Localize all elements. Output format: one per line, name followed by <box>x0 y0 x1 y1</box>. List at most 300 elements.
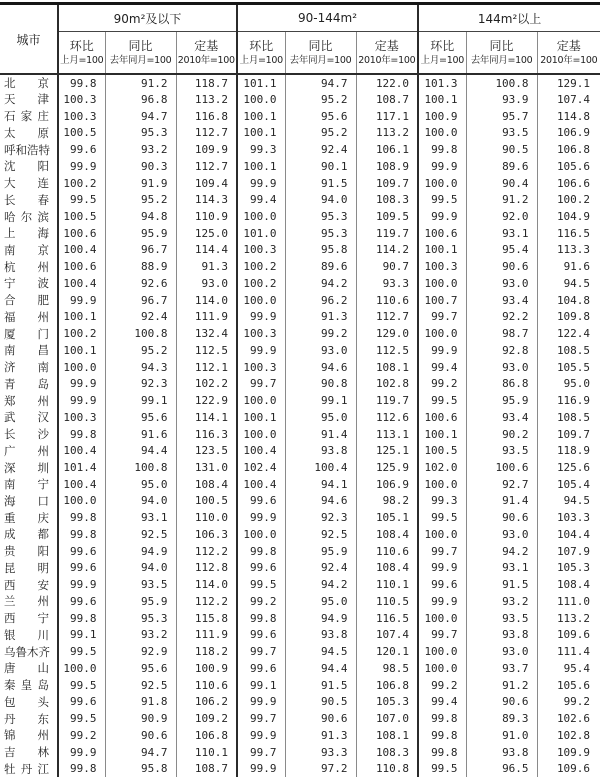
city-cell: 沈阳 <box>0 158 58 175</box>
value-cell: 99.8 <box>418 141 466 158</box>
value-cell: 91.3 <box>176 258 237 275</box>
value-cell: 95.9 <box>105 593 176 610</box>
value-cell: 107.4 <box>556 92 591 106</box>
value-cell: 93.1 <box>466 225 537 242</box>
value-cell: 106.8 <box>176 727 237 744</box>
value-cell: 100.1 <box>58 309 105 326</box>
table-row <box>0 392 600 409</box>
value-cell: 102.4 <box>237 459 285 476</box>
value-cell: 95.0 <box>105 476 176 493</box>
value-cell: 93.8 <box>466 627 537 644</box>
subheader-mom-3: 环比 上月=100 <box>418 32 466 75</box>
value-cell: 93.0 <box>466 275 537 292</box>
value-cell: 99.8 <box>58 426 105 443</box>
table-row <box>0 158 600 175</box>
value-cell: 109.6 <box>556 762 591 776</box>
value-cell: 106.8 <box>356 677 418 694</box>
value-cell: 99.8 <box>58 760 105 777</box>
city-cell: 呼和浩特 <box>0 141 58 158</box>
city-cell: 北京 <box>0 74 58 91</box>
table-row <box>0 526 600 543</box>
price-index-table <box>0 2 600 777</box>
city-cell: 秦皇岛 <box>0 677 58 694</box>
value-cell: 100.6 <box>466 459 537 476</box>
value-cell: 93.0 <box>466 526 537 543</box>
table-row <box>0 459 600 476</box>
table-row <box>0 727 600 744</box>
value-cell: 107.4 <box>356 627 418 644</box>
table-row <box>0 258 600 275</box>
value-cell: 125.1 <box>356 442 418 459</box>
value-cell: 100.0 <box>237 426 285 443</box>
table-row <box>0 375 600 392</box>
value-cell: 108.9 <box>356 158 418 175</box>
value-cell: 96.7 <box>105 292 176 309</box>
value-cell: 91.8 <box>105 693 176 710</box>
value-cell: 99.5 <box>58 710 105 727</box>
value-cell: 108.4 <box>356 526 418 543</box>
value-cell: 99.8 <box>58 610 105 627</box>
city-cell: 深圳 <box>0 459 58 476</box>
value-cell: 100.0 <box>237 292 285 309</box>
value-cell: 96.5 <box>466 760 537 777</box>
value-cell: 92.5 <box>105 526 176 543</box>
value-cell: 118.9 <box>556 444 591 458</box>
value-cell: 111.4 <box>556 645 591 659</box>
value-cell: 109.5 <box>356 208 418 225</box>
value-cell: 100.0 <box>237 208 285 225</box>
table-header <box>0 4 600 75</box>
value-cell: 96.2 <box>285 292 356 309</box>
value-cell: 95.2 <box>285 91 356 108</box>
table-row <box>0 225 600 242</box>
city-cell: 石家庄 <box>0 108 58 125</box>
table-row <box>0 108 600 125</box>
value-cell: 100.0 <box>418 476 466 493</box>
value-cell: 93.5 <box>466 124 537 141</box>
value-cell: 92.4 <box>105 309 176 326</box>
value-cell: 123.5 <box>176 442 237 459</box>
value-cell: 100.2 <box>237 275 285 292</box>
city-cell: 唐山 <box>0 660 58 677</box>
value-cell: 99.6 <box>237 560 285 577</box>
value-cell: 112.1 <box>176 359 237 376</box>
value-cell: 110.6 <box>356 543 418 560</box>
value-cell: 120.1 <box>356 643 418 660</box>
value-cell: 94.2 <box>466 543 537 560</box>
value-cell: 95.2 <box>105 191 176 208</box>
value-cell: 95.0 <box>285 593 356 610</box>
table-row <box>0 124 600 141</box>
value-cell: 105.1 <box>356 509 418 526</box>
value-cell: 95.8 <box>105 760 176 777</box>
value-cell: 113.2 <box>356 124 418 141</box>
table-row <box>0 710 600 727</box>
table-row <box>0 643 600 660</box>
value-cell: 93.8 <box>285 442 356 459</box>
value-cell: 100.0 <box>237 91 285 108</box>
value-cell: 90.8 <box>285 375 356 392</box>
value-cell: 100.5 <box>418 442 466 459</box>
table-row <box>0 660 600 677</box>
value-cell: 99.8 <box>418 727 466 744</box>
table-row <box>0 576 600 593</box>
value-cell: 99.9 <box>418 158 466 175</box>
value-cell: 99.6 <box>58 141 105 158</box>
value-cell: 99.7 <box>237 744 285 761</box>
value-cell: 92.0 <box>466 208 537 225</box>
value-cell: 116.5 <box>556 226 591 240</box>
city-cell: 郑州 <box>0 392 58 409</box>
value-cell: 94.2 <box>285 576 356 593</box>
value-cell: 110.9 <box>176 208 237 225</box>
value-cell: 90.2 <box>466 426 537 443</box>
value-cell: 101.4 <box>58 459 105 476</box>
value-cell: 99.7 <box>418 309 466 326</box>
value-cell: 90.9 <box>105 710 176 727</box>
value-cell: 106.6 <box>556 176 591 190</box>
table-row <box>0 309 600 326</box>
value-cell: 90.4 <box>466 175 537 192</box>
value-cell: 99.6 <box>237 493 285 510</box>
city-cell: 大连 <box>0 175 58 192</box>
value-cell: 99.1 <box>237 677 285 694</box>
value-cell: 99.7 <box>237 710 285 727</box>
value-cell: 99.8 <box>418 710 466 727</box>
value-cell: 110.6 <box>176 677 237 694</box>
value-cell: 131.0 <box>176 459 237 476</box>
value-cell: 90.5 <box>285 693 356 710</box>
value-cell: 94.5 <box>285 643 356 660</box>
value-cell: 91.2 <box>466 677 537 694</box>
table-row <box>0 627 600 644</box>
value-cell: 106.9 <box>556 126 591 140</box>
value-cell: 93.0 <box>285 342 356 359</box>
value-cell: 90.5 <box>466 141 537 158</box>
table-row <box>0 141 600 158</box>
value-cell: 109.4 <box>176 175 237 192</box>
value-cell: 100.1 <box>418 242 466 259</box>
city-cell: 太原 <box>0 124 58 141</box>
table-row <box>0 325 600 342</box>
value-cell: 129.0 <box>356 325 418 342</box>
value-cell: 94.9 <box>285 610 356 627</box>
value-cell: 91.5 <box>285 175 356 192</box>
value-cell: 95.4 <box>563 661 591 675</box>
value-cell: 99.1 <box>58 627 105 644</box>
value-cell: 103.3 <box>556 511 591 525</box>
value-cell: 108.1 <box>356 359 418 376</box>
value-cell: 95.2 <box>285 124 356 141</box>
city-cell: 海口 <box>0 493 58 510</box>
value-cell: 99.7 <box>418 627 466 644</box>
value-cell: 100.3 <box>418 258 466 275</box>
value-cell: 99.3 <box>237 141 285 158</box>
value-cell: 108.3 <box>356 191 418 208</box>
value-cell: 93.2 <box>466 593 537 610</box>
value-cell: 100.4 <box>58 442 105 459</box>
table-row <box>0 409 600 426</box>
value-cell: 100.0 <box>418 275 466 292</box>
value-cell: 100.0 <box>418 124 466 141</box>
value-cell: 108.7 <box>356 91 418 108</box>
value-cell: 99.6 <box>58 560 105 577</box>
value-cell: 100.4 <box>58 476 105 493</box>
value-cell: 98.7 <box>466 325 537 342</box>
value-cell: 112.7 <box>176 124 237 141</box>
value-cell: 92.7 <box>466 476 537 493</box>
group-header-90-below: 90m²及以下 <box>58 4 237 32</box>
value-cell: 95.9 <box>285 543 356 560</box>
value-cell: 98.5 <box>356 660 418 677</box>
value-cell: 110.1 <box>356 576 418 593</box>
value-cell: 112.5 <box>356 342 418 359</box>
value-cell: 92.5 <box>105 677 176 694</box>
value-cell: 108.3 <box>356 744 418 761</box>
city-cell: 昆明 <box>0 560 58 577</box>
value-cell: 100.6 <box>58 258 105 275</box>
table-row <box>0 242 600 259</box>
value-cell: 95.8 <box>285 242 356 259</box>
value-cell: 109.7 <box>356 175 418 192</box>
value-cell: 99.9 <box>58 292 105 309</box>
table-row <box>0 208 600 225</box>
value-cell: 113.2 <box>556 611 591 625</box>
value-cell: 100.0 <box>237 526 285 543</box>
value-cell: 106.2 <box>176 693 237 710</box>
value-cell: 106.9 <box>356 476 418 493</box>
value-cell: 97.2 <box>285 760 356 777</box>
value-cell: 100.3 <box>237 359 285 376</box>
value-cell: 105.3 <box>556 561 591 575</box>
city-cell: 天津 <box>0 91 58 108</box>
value-cell: 122.4 <box>556 327 591 341</box>
value-cell: 100.4 <box>237 442 285 459</box>
value-cell: 94.7 <box>105 108 176 125</box>
value-cell: 99.5 <box>237 576 285 593</box>
value-cell: 95.9 <box>466 392 537 409</box>
value-cell: 112.2 <box>176 543 237 560</box>
value-cell: 114.8 <box>556 109 591 123</box>
value-cell: 93.2 <box>105 141 176 158</box>
table-row <box>0 744 600 761</box>
value-cell: 100.5 <box>58 208 105 225</box>
city-cell: 哈尔滨 <box>0 208 58 225</box>
value-cell: 100.6 <box>418 409 466 426</box>
value-cell: 91.4 <box>466 493 537 510</box>
city-cell: 杭州 <box>0 258 58 275</box>
value-cell: 108.5 <box>556 343 591 357</box>
value-cell: 91.4 <box>285 426 356 443</box>
value-cell: 100.3 <box>58 108 105 125</box>
value-cell: 125.9 <box>356 459 418 476</box>
value-cell: 99.5 <box>58 191 105 208</box>
value-cell: 99.9 <box>237 509 285 526</box>
value-cell: 94.0 <box>285 191 356 208</box>
value-cell: 94.5 <box>563 276 591 290</box>
value-cell: 99.7 <box>237 375 285 392</box>
value-cell: 90.7 <box>356 258 418 275</box>
value-cell: 89.3 <box>466 710 537 727</box>
value-cell: 113.2 <box>176 91 237 108</box>
value-cell: 94.4 <box>285 660 356 677</box>
value-cell: 90.6 <box>105 727 176 744</box>
value-cell: 100.3 <box>237 325 285 342</box>
value-cell: 102.0 <box>418 459 466 476</box>
table-row <box>0 191 600 208</box>
value-cell: 114.0 <box>176 292 237 309</box>
value-cell: 100.4 <box>237 476 285 493</box>
value-cell: 100.0 <box>58 493 105 510</box>
value-cell: 93.3 <box>356 275 418 292</box>
value-cell: 100.1 <box>237 158 285 175</box>
subheader-fixed-base-1: 定基 2010年=100 <box>176 32 237 75</box>
subheader-yoy-1: 同比 去年同月=100 <box>105 32 176 75</box>
value-cell: 100.9 <box>418 108 466 125</box>
value-cell: 109.6 <box>556 628 591 642</box>
value-cell: 100.8 <box>466 74 537 91</box>
subheader-yoy-3: 同比 去年同月=100 <box>466 32 537 75</box>
value-cell: 118.7 <box>176 74 237 91</box>
value-cell: 92.4 <box>285 141 356 158</box>
table-row <box>0 610 600 627</box>
value-cell: 122.0 <box>356 74 418 91</box>
city-cell: 贵阳 <box>0 543 58 560</box>
value-cell: 105.3 <box>356 693 418 710</box>
city-cell: 重庆 <box>0 509 58 526</box>
value-cell: 100.0 <box>418 325 466 342</box>
value-cell: 100.8 <box>105 459 176 476</box>
value-cell: 109.9 <box>556 745 591 759</box>
table-row <box>0 359 600 376</box>
value-cell: 93.9 <box>466 91 537 108</box>
table-row <box>0 593 600 610</box>
city-cell: 武汉 <box>0 409 58 426</box>
value-cell: 92.8 <box>466 342 537 359</box>
value-cell: 100.4 <box>58 275 105 292</box>
value-cell: 94.3 <box>105 359 176 376</box>
city-cell: 南宁 <box>0 476 58 493</box>
city-cell: 乌鲁木齐 <box>0 643 58 660</box>
value-cell: 99.4 <box>418 693 466 710</box>
value-cell: 91.5 <box>285 677 356 694</box>
value-cell: 91.2 <box>466 191 537 208</box>
value-cell: 106.1 <box>356 141 418 158</box>
value-cell: 99.8 <box>237 610 285 627</box>
value-cell: 94.8 <box>105 208 176 225</box>
value-cell: 99.9 <box>237 309 285 326</box>
value-cell: 94.4 <box>105 442 176 459</box>
value-cell: 99.2 <box>285 325 356 342</box>
value-cell: 93.3 <box>285 744 356 761</box>
value-cell: 99.5 <box>418 392 466 409</box>
value-cell: 102.6 <box>556 712 591 726</box>
value-cell: 93.5 <box>466 610 537 627</box>
value-cell: 99.6 <box>58 693 105 710</box>
table-row <box>0 543 600 560</box>
value-cell: 105.5 <box>556 360 591 374</box>
value-cell: 99.6 <box>58 543 105 560</box>
value-cell: 100.6 <box>58 225 105 242</box>
value-cell: 122.9 <box>176 392 237 409</box>
value-cell: 90.3 <box>105 158 176 175</box>
value-cell: 100.5 <box>176 493 237 510</box>
value-cell: 99.9 <box>418 208 466 225</box>
value-cell: 91.3 <box>285 727 356 744</box>
value-cell: 100.8 <box>105 325 176 342</box>
value-cell: 101.3 <box>418 74 466 91</box>
value-cell: 99.9 <box>58 158 105 175</box>
value-cell: 91.6 <box>563 260 591 274</box>
value-cell: 119.7 <box>356 225 418 242</box>
value-cell: 100.1 <box>418 91 466 108</box>
value-cell: 110.6 <box>356 292 418 309</box>
value-cell: 99.9 <box>237 693 285 710</box>
value-cell: 93.4 <box>466 292 537 309</box>
value-cell: 100.4 <box>58 242 105 259</box>
value-cell: 99.4 <box>418 359 466 376</box>
value-cell: 100.0 <box>418 610 466 627</box>
value-cell: 100.3 <box>58 91 105 108</box>
value-cell: 99.5 <box>418 760 466 777</box>
value-cell: 96.8 <box>105 91 176 108</box>
city-cell: 兰州 <box>0 593 58 610</box>
value-cell: 91.2 <box>105 74 176 91</box>
value-cell: 100.2 <box>237 258 285 275</box>
value-cell: 92.4 <box>285 560 356 577</box>
table-row <box>0 342 600 359</box>
table-row <box>0 426 600 443</box>
value-cell: 100.3 <box>237 242 285 259</box>
sub-header-row <box>0 32 600 75</box>
value-cell: 95.7 <box>466 108 537 125</box>
value-cell: 105.6 <box>556 159 591 173</box>
table-row <box>0 74 600 91</box>
value-cell: 116.3 <box>176 426 237 443</box>
value-cell: 99.1 <box>285 392 356 409</box>
value-cell: 100.1 <box>237 124 285 141</box>
value-cell: 102.2 <box>176 375 237 392</box>
table-body <box>0 74 600 777</box>
value-cell: 94.6 <box>285 359 356 376</box>
value-cell: 119.7 <box>356 392 418 409</box>
value-cell: 93.5 <box>466 442 537 459</box>
value-cell: 112.2 <box>176 593 237 610</box>
value-cell: 99.9 <box>418 560 466 577</box>
value-cell: 93.4 <box>466 409 537 426</box>
value-cell: 110.1 <box>176 744 237 761</box>
value-cell: 104.8 <box>556 293 591 307</box>
value-cell: 102.8 <box>356 375 418 392</box>
value-cell: 113.1 <box>356 426 418 443</box>
value-cell: 125.0 <box>176 225 237 242</box>
value-cell: 102.8 <box>556 728 591 742</box>
city-cell: 南昌 <box>0 342 58 359</box>
value-cell: 99.2 <box>418 677 466 694</box>
value-cell: 93.0 <box>466 643 537 660</box>
value-cell: 116.9 <box>556 394 591 408</box>
city-cell: 长春 <box>0 191 58 208</box>
value-cell: 94.7 <box>105 744 176 761</box>
value-cell: 92.2 <box>466 309 537 326</box>
value-cell: 99.8 <box>418 744 466 761</box>
value-cell: 101.0 <box>237 225 285 242</box>
value-cell: 95.6 <box>285 108 356 125</box>
value-cell: 104.4 <box>556 527 591 541</box>
value-cell: 99.9 <box>58 375 105 392</box>
value-cell: 99.9 <box>58 744 105 761</box>
value-cell: 100.0 <box>58 359 105 376</box>
